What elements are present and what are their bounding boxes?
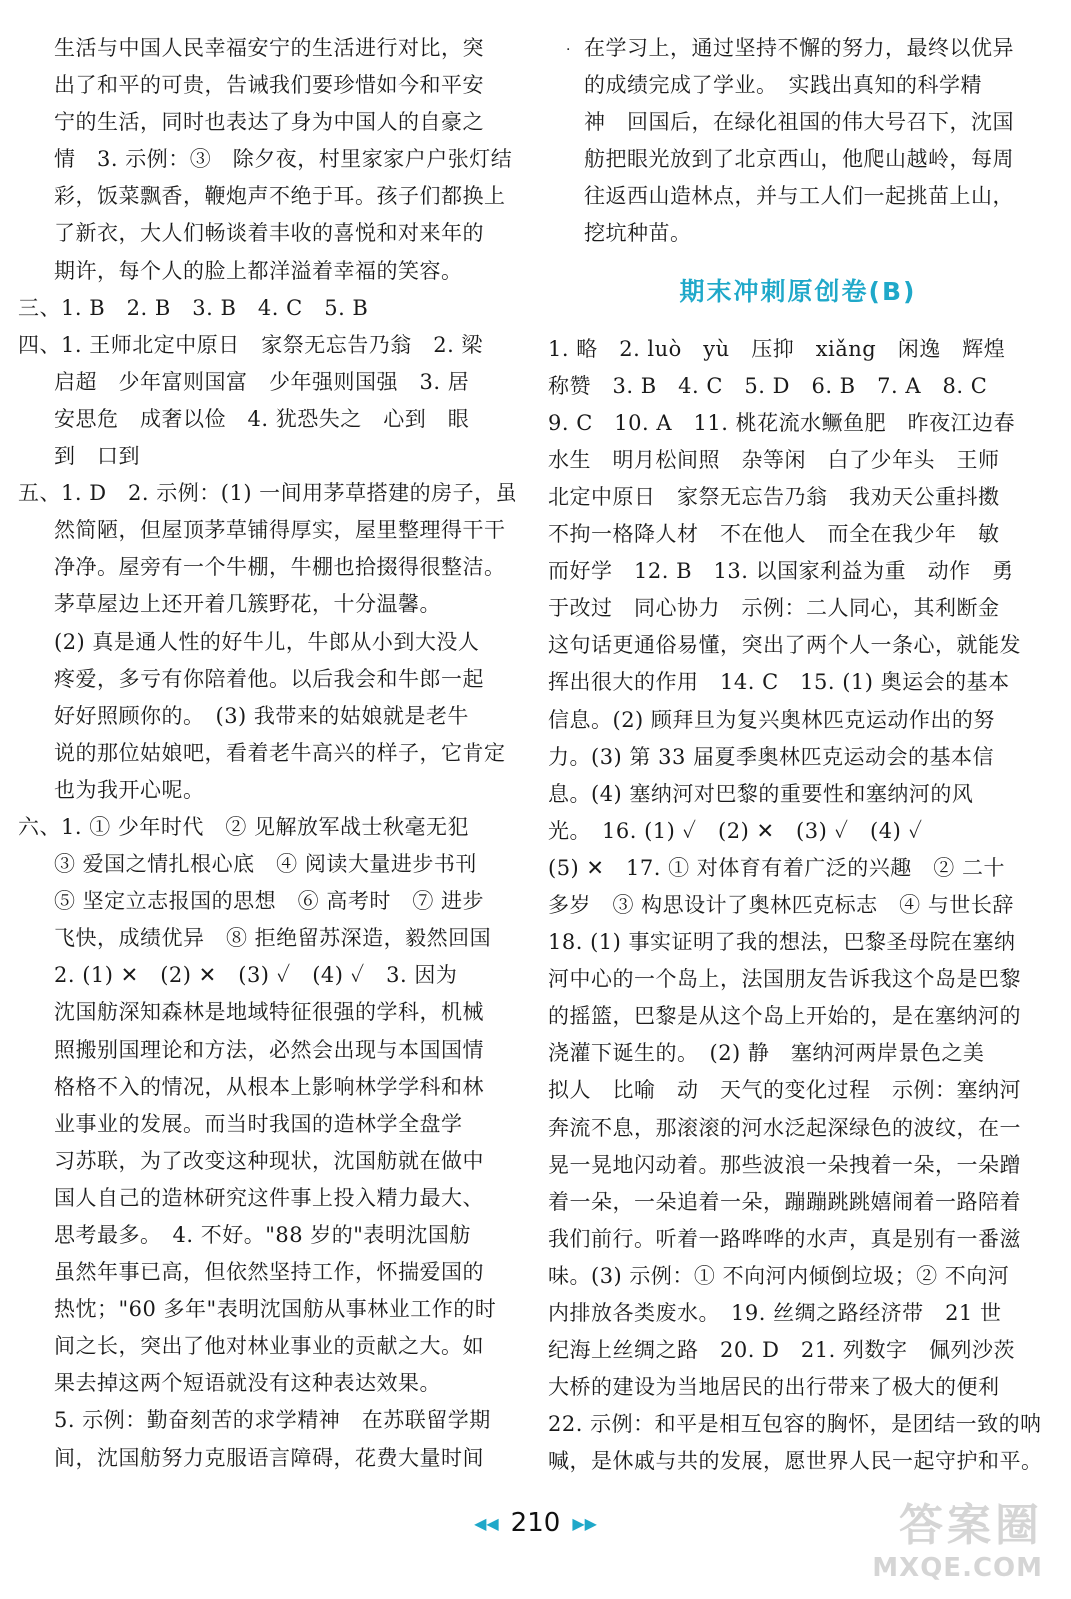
- stray-dot: ·: [566, 42, 571, 58]
- answer-line: 四、1. 王师北定中原日 家祭无忘告乃翁 2. 梁: [18, 332, 483, 357]
- answer-line: 纪海上丝绸之路 20. D 21. 列数字 佩列沙茨: [548, 1338, 1015, 1363]
- section-title: 期末冲刺原创卷(B): [679, 276, 917, 306]
- answer-line: 北定中原日 家祭无忘告乃翁 我劝天公重抖擞: [548, 484, 1000, 509]
- answer-line: 思考最多。 4. 不好。"88 岁的"表明沈国舫: [54, 1223, 471, 1247]
- answer-line: 疼爱，多亏有你陪着他。以后我会和牛郎一起: [54, 666, 484, 691]
- answer-line: 了新衣，大人们畅谈着丰收的喜悦和对来年的: [54, 221, 484, 246]
- answer-line: 而好学 12. B 13. 以国家利益为重 动作 勇: [548, 559, 1014, 584]
- answer-line: 息。(4) 塞纳河对巴黎的重要性和塞纳河的风: [548, 781, 974, 806]
- answer-line: 河中心的一个岛上，法国朋友告诉我这个岛是巴黎: [548, 967, 1021, 992]
- answer-line: ⑤ 坚定立志报国的思想 ⑥ 高考时 ⑦ 进步: [54, 889, 485, 914]
- answer-line: 果去掉这两个短语就没有这种表达效果。: [54, 1371, 441, 1396]
- answer-line: 净净。屋旁有一个牛棚，牛棚也拾掇得很整洁。: [54, 555, 506, 580]
- answer-line: 彩，饭菜飘香，鞭炮声不绝于耳。孩子们都换上: [54, 184, 506, 209]
- answer-line: ③ 爱国之情扎根心底 ④ 阅读大量进步书刊: [54, 852, 477, 877]
- answer-line: 飞快，成绩优异 ⑧ 拒绝留苏深造，毅然回国: [54, 926, 492, 951]
- left-column: [18, 30, 518, 1477]
- answer-line: 浇灌下诞生的。 (2) 静 塞纳河两岸景色之美: [548, 1041, 985, 1066]
- answer-line: 力。(3) 第 33 届夏季奥林匹克运动会的基本信: [548, 744, 994, 769]
- answer-line: 18. (1) 事实证明了我的想法，巴黎圣母院在塞纳: [548, 930, 1016, 955]
- answer-line: 在学习上，通过坚持不懈的努力，最终以优异: [584, 36, 1014, 60]
- answer-line: 好好照顾你的。 (3) 我带来的姑娘就是老牛: [54, 703, 469, 728]
- right-column: [548, 30, 1048, 1480]
- answer-line: 神 回国后，在绿化祖国的伟大号召下，沈国: [584, 110, 1014, 135]
- answer-line: 情 3. 示例：③ 除夕夜，村里家家户户张灯结: [54, 147, 513, 172]
- answer-line: 水生 明月松间照 杂等闲 白了少年头 王师: [548, 447, 1000, 472]
- prev-arrows-icon: ◀◀: [474, 1514, 499, 1533]
- answer-line: 我们前行。听着一路哗哗的水声，真是别有一番滋: [548, 1226, 1021, 1251]
- answer-line: 拟人 比喻 动 天气的变化过程 示例：塞纳河: [548, 1078, 1021, 1103]
- answer-line: 间，沈国舫努力克服语言障碍，花费大量时间: [54, 1445, 484, 1470]
- answer-line: 这句话更通俗易懂，突出了两个人一条心，就能发: [548, 633, 1021, 658]
- answer-line: 的成绩完成了学业。 实践出真知的科学精: [584, 73, 982, 98]
- answer-line: 热忱；"60 多年"表明沈国舫从事林业工作的时: [54, 1297, 497, 1322]
- answer-line: 到 口到: [54, 444, 140, 469]
- answer-line: 信息。(2) 顾拜旦为复兴奥林匹克运动作出的努: [548, 707, 995, 732]
- watermark-text: 答案圈: [899, 1500, 1043, 1551]
- answer-line: 六、1. ① 少年时代 ② 见解放军战士秋毫无犯: [18, 814, 470, 839]
- answer-line: 9. C 10. A 11. 桃花流水鳜鱼肥 昨夜江边春: [548, 410, 1016, 435]
- watermark-logo: [872, 1489, 1043, 1583]
- answer-line: 宁的生活，同时也表达了身为中国人的自豪之: [54, 110, 484, 135]
- answer-line: 茅草屋边上还开着几簇野花，十分温馨。: [54, 592, 441, 617]
- answer-line: 晃一晃地闪动着。那些波浪一朵拽着一朵，一朵蹭: [548, 1152, 1021, 1177]
- answer-line: 然简陋，但屋顶茅草铺得厚实，屋里整理得干干: [54, 518, 506, 543]
- answer-line: 大桥的建设为当地居民的出行带来了极大的便利: [548, 1375, 1000, 1400]
- answer-line: 1. 略 2. luò yù 压抑 xiǎng 闲逸 辉煌: [548, 336, 1006, 361]
- answer-line: 出了和平的可贵，告诫我们要珍惜如今和平安: [54, 73, 484, 98]
- next-arrows-icon: ▶▶: [572, 1514, 597, 1533]
- answer-line: 光。 16. (1) ✓ (2) ✕ (3) ✓ (4) ✓: [548, 818, 923, 843]
- answer-line: 多岁 ③ 构思设计了奥林匹克标志 ④ 与世长辞: [548, 892, 1014, 917]
- answer-line: 的摇篮，巴黎是从这个岛上开始的，是在塞纳河的: [548, 1004, 1021, 1029]
- answer-line: 称赞 3. B 4. C 5. D 6. B 7. A 8. C: [548, 373, 988, 398]
- answer-line: (2) 真是通人性的好牛儿，牛郎从小到大没人: [54, 629, 480, 654]
- answer-line: 2. (1) ✕ (2) ✕ (3) ✓ (4) ✓ 3. 因为: [54, 963, 458, 988]
- answer-line: 22. 示例：和平是相互包容的胸怀，是团结一致的呐: [548, 1412, 1042, 1437]
- answer-line: 挥出很大的作用 14. C 15. (1) 奥运会的基本: [548, 670, 1010, 695]
- answer-line: 味。(3) 示例：① 不向河内倾倒垃圾；② 不向河: [548, 1263, 1010, 1288]
- answer-line: 说的那位姑娘吧，看着老牛高兴的样子，它肯定: [54, 740, 506, 765]
- answer-line: 间之长，突出了他对林业事业的贡献之大。如: [54, 1334, 484, 1359]
- answer-line: 奔流不息，那滚滚的河水泛起深绿色的波纹，在一: [548, 1115, 1021, 1140]
- exam-b-answers: [548, 331, 1048, 1481]
- answer-line: 于改过 同心协力 示例：二人同心，其利断金: [548, 596, 1000, 621]
- answer-line: 虽然年事已高，但依然坚持工作，怀揣爱国的: [54, 1260, 484, 1285]
- answer-line: 喊，是休戚与共的发展，愿世界人民一起守护和平。: [548, 1449, 1043, 1474]
- answer-line: 沈国舫深知森林是地域特征很强的学科，机械: [54, 1000, 484, 1025]
- answer-line: (5) ✕ 17. ① 对体育有着广泛的兴趣 ② 二十: [548, 855, 1005, 880]
- answer-line: 习苏联，为了改变这种现状，沈国舫就在做中: [54, 1148, 484, 1173]
- continued-answers: [548, 30, 1048, 253]
- answer-line: 往返西山造林点，并与工人们一起挑苗上山，: [584, 184, 1014, 209]
- watermark-url: MXQE.COM: [872, 1553, 1043, 1583]
- answer-line: 也为我开心呢。: [54, 777, 205, 802]
- answer-line: 舫把眼光放到了北京西山，他爬山越岭，每周: [584, 147, 1014, 172]
- answer-line: 挖坑种苗。: [584, 221, 692, 246]
- answer-line: 业事业的发展。而当时我国的造林学全盘学: [54, 1111, 463, 1136]
- answer-line: 5. 示例：勤奋刻苦的求学精神 在苏联留学期: [54, 1408, 491, 1433]
- answer-line: 三、1. B 2. B 3. B 4. C 5. B: [18, 295, 369, 320]
- answer-line: 国人自己的造林研究这件事上投入精力最大、: [54, 1185, 484, 1210]
- page-number: 210: [510, 1508, 561, 1538]
- answer-line: 五、1. D 2. 示例：(1) 一间用茅草搭建的房子，虽: [18, 481, 518, 506]
- answer-line: 格格不入的情况，从根本上影响林学学科和林: [54, 1074, 484, 1099]
- answer-line: 启超 少年富则国富 少年强则国强 3. 居: [54, 369, 470, 394]
- answer-line: 照搬别国理论和方法，必然会出现与本国国情: [54, 1037, 484, 1062]
- answer-line: 内排放各类废水。 19. 丝绸之路经济带 21 世: [548, 1301, 1002, 1325]
- answer-line: 着一朵，一朵追着一朵，蹦蹦跳跳嬉闹着一路陪着: [548, 1189, 1021, 1214]
- answer-line: 期许，每个人的脸上都洋溢着幸福的笑容。: [54, 258, 463, 283]
- answer-line: 安思危 成奢以俭 4. 犹恐失之 心到 眼: [54, 406, 470, 431]
- answer-line: 不拘一格降人材 不在他人 而全在我少年 敏: [548, 522, 1000, 547]
- answer-line: 生活与中国人民幸福安宁的生活进行对比，突: [54, 36, 484, 60]
